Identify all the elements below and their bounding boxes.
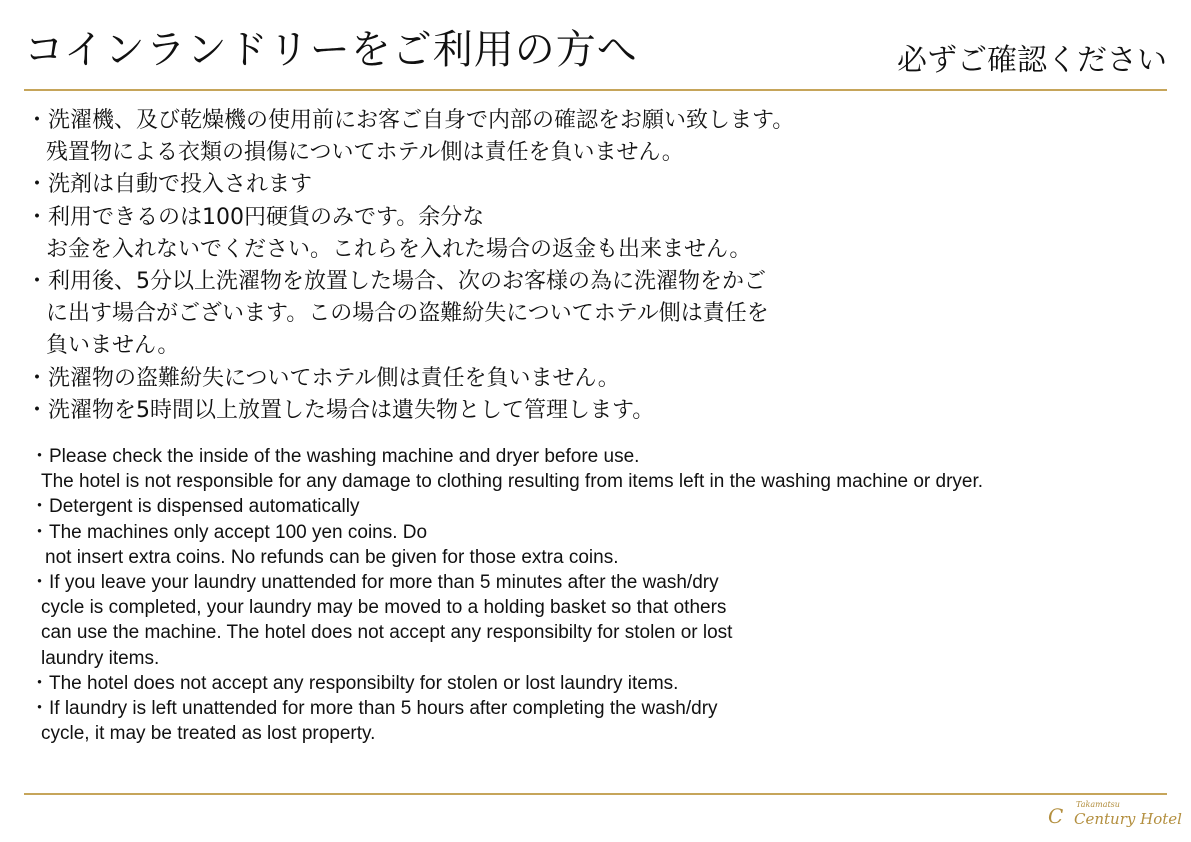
logo-main-text: Century Hotel <box>1074 810 1182 828</box>
ja-note-line: ・洗濯物を5時間以上放置した場合は遺失物として管理します。 <box>26 397 655 423</box>
ja-note-line: ・洗濯物の盗難紛失についてホテル側は責任を負いません。 <box>26 365 620 391</box>
ja-note-line: に出す場合がございます。この場合の盗難紛失についてホテル側は責任を <box>46 301 769 327</box>
english-notes <box>30 444 1170 746</box>
logo-mark-icon: C <box>1048 804 1064 828</box>
bottom-divider <box>24 793 1167 795</box>
ja-note-line: ・利用できるのは100円硬貨のみです。余分な <box>26 204 485 230</box>
en-note-line: cycle, it may be treated as lost property. <box>41 723 376 745</box>
ja-note-line: ・洗剤は自動で投入されます <box>26 172 313 198</box>
en-note-line: not insert extra coins. No refunds can be given for those extra coins. <box>45 546 619 568</box>
en-note-line: cycle is completed, your laundry may be moved to a holding basket so that others <box>41 597 727 619</box>
en-note-line: ・The machines only accept 100 yen coins. Do <box>30 521 428 543</box>
page-title: コインランドリーをご利用の方へ <box>24 27 638 73</box>
ja-note-line: ・利用後、5分以上洗濯物を放置した場合、次のお客様の為に洗濯物をかご <box>26 268 766 294</box>
en-note-line: ・The hotel does not accept any responsibilty for stolen or lost laundry items. <box>30 672 679 694</box>
en-note-line: ・Detergent is dispensed automatically <box>30 496 360 518</box>
en-note-line: The hotel is not responsible for any damage to clothing resulting from items left in the washing machine or dryer. <box>41 471 984 493</box>
page-subtitle: 必ずご確認ください <box>897 43 1167 78</box>
en-note-line: ・If you leave your laundry unattended for more than 5 minutes after the wash/dry <box>30 571 719 593</box>
hotel-logo <box>1046 798 1182 836</box>
ja-note-line: お金を入れないでください。これらを入れた場合の返金も出来ません。 <box>46 236 752 262</box>
en-note-line: ・Please check the inside of the washing machine and dryer before use. <box>30 446 640 467</box>
ja-note-line: ・洗濯機、及び乾燥機の使用前にお客ご自身で内部の確認をお願い致します。 <box>26 108 795 133</box>
ja-note-line: 負いません。 <box>46 333 180 359</box>
en-note-line: ・If laundry is left unattended for more than 5 hours after completing the wash/dry <box>30 697 718 719</box>
top-divider <box>24 89 1167 91</box>
en-note-line: laundry items. <box>41 647 160 669</box>
logo-small-text: Takamatsu <box>1076 800 1120 809</box>
en-note-line: can use the machine. The hotel does not accept any responsibilty for stolen or lost <box>41 622 733 644</box>
japanese-notes <box>26 105 1166 427</box>
ja-note-line: 残置物による衣類の損傷についてホテル側は責任を負いません。 <box>46 140 684 166</box>
